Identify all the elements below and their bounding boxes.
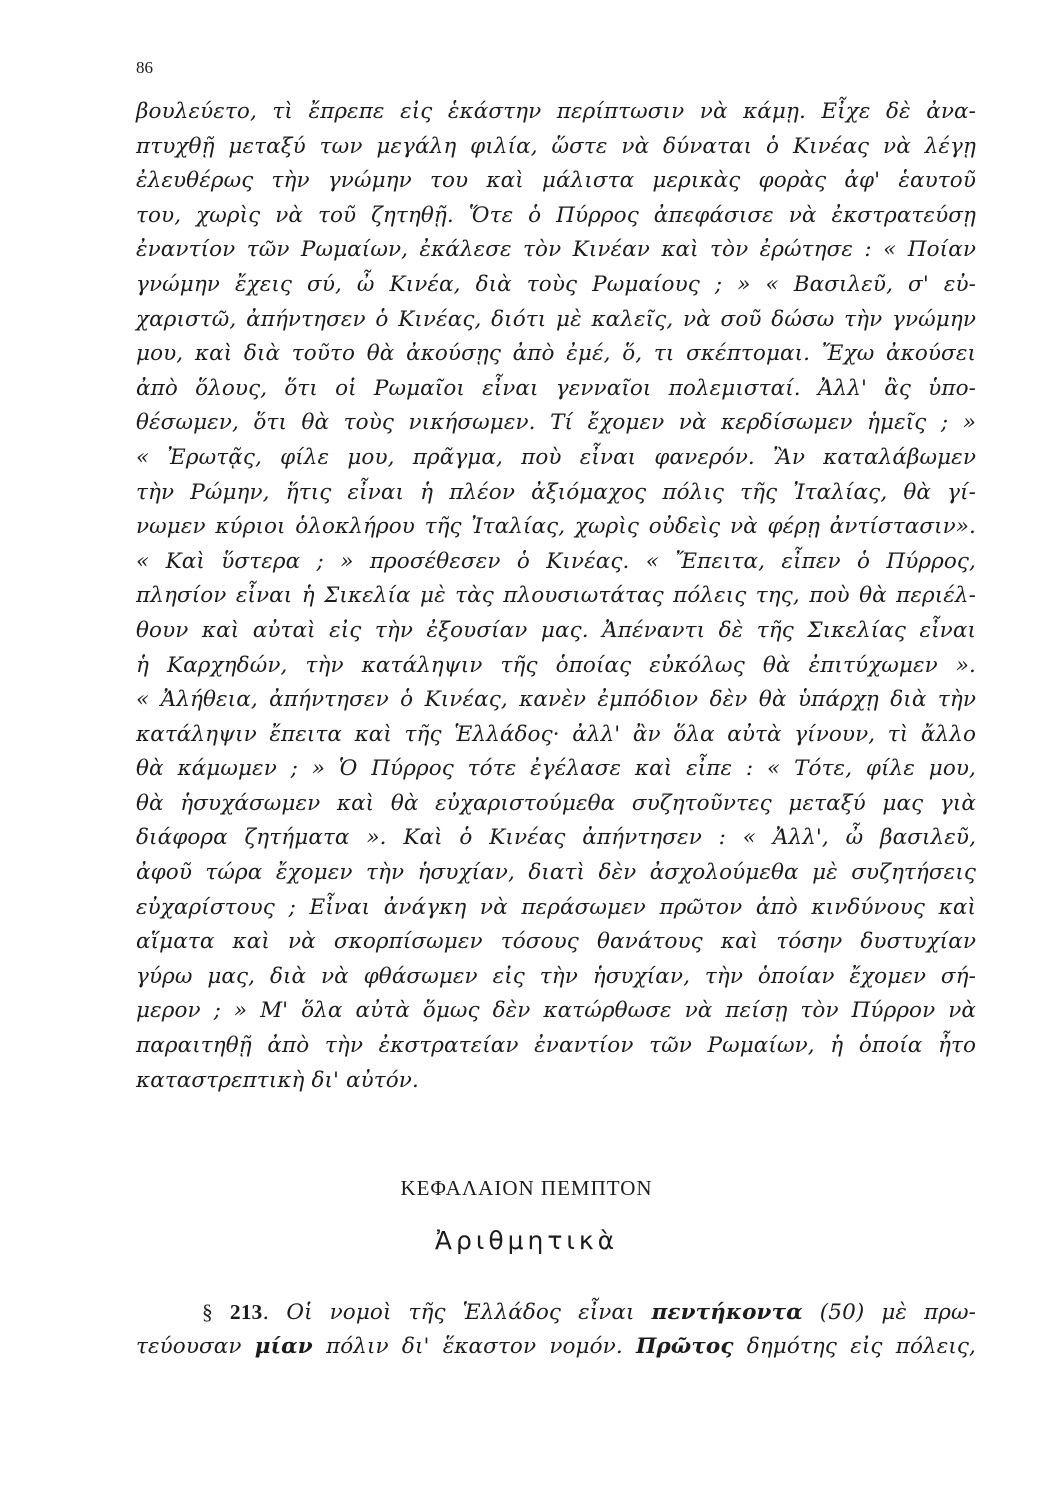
text-line: εὐχαρίστους ; Εἶναι ἀνάγκη νὰ περάσωμεν πρῶτον ἀπὸ κινδύνους καὶ <box>136 894 976 920</box>
section-number: 213 <box>229 1300 263 1324</box>
text-line: πλησίον εἶναι ἡ Σικελία μὲ τὰς πλουσιωτάτας πόλεις της, ποὺ θὰ περιέλ- <box>136 583 976 609</box>
text-line: παραιτηθῇ ἀπὸ τὴν ἐκστρατείαν ἐναντίον τῶν Ρωμαίων, ἡ ὁποία ἦτο <box>136 1033 976 1059</box>
text-line: διάφορα ζητήματα ». Καὶ ὁ Κινέας ἀπήντησεν : « Ἀλλ', ὦ βασιλεῦ, <box>136 825 976 851</box>
section-line <box>136 1295 976 1330</box>
section-symbol: § <box>202 1300 213 1324</box>
section-text: . Οἱ νομοὶ τῆς Ἑλλάδος εἶναι <box>262 1300 652 1325</box>
text-line: τὴν Ρώμην, ἥτις εἶναι ἡ πλέον ἀξιόμαχος πόλις τῆς Ἰταλίας, θὰ γί- <box>136 479 976 505</box>
emphasis-text: μίαν <box>254 1333 313 1359</box>
section-text: τεύουσαν <box>136 1333 255 1359</box>
section-text: πόλιν δι' ἕκαστον νομόν. <box>312 1333 636 1359</box>
text-line: ἡ Καρχηδών, τὴν κατάληψιν τῆς ὁποίας εὐκόλως θὰ ἐπιτύχωμεν ». <box>136 652 976 678</box>
body-text <box>136 95 976 1098</box>
text-line: του, χωρὶς νὰ τοῦ ζητηθῇ. Ὅτε ὁ Πύρρος ἀπεφάσισε νὰ ἐκστρατεύσῃ <box>136 202 976 228</box>
text-line: θὰ ἡσυχάσωμεν καὶ θὰ εὐχαριστούμεθα συζητοῦντες μεταξύ μας γιὰ <box>136 790 976 816</box>
text-line: χαριστῶ, ἀπήντησεν ὁ Κινέας, διότι μὲ καλεῖς, νὰ σοῦ δώσω τὴν γνώμην <box>136 306 976 332</box>
text-line: θέσωμεν, ὅτι θὰ τοὺς νικήσωμεν. Τί ἔχομεν νὰ κερδίσωμεν ἡμεῖς ; » <box>136 410 976 436</box>
text-line: ἀφοῦ τώρα ἔχομεν τὴν ἡσυχίαν, διατὶ δὲν ἀσχολούμεθα μὲ συζητήσεις <box>136 860 976 886</box>
text-line: αἵματα καὶ νὰ σκορπίσωμεν τόσους θανάτους καὶ τόσην δυστυχίαν <box>136 929 976 955</box>
text-line: γνώμην ἔχεις σύ, ὦ Κινέα, διὰ τοὺς Ρωμαίους ; » « Βασιλεῦ, σ' εὐ- <box>136 271 976 297</box>
text-line: νωμεν κύριοι ὁλοκλήρου τῆς Ἰταλίας, χωρὶς οὐδεὶς νὰ φέρῃ ἀντίστασιν». <box>136 514 976 540</box>
text-line: κατάληψιν ἔπειτα καὶ τῆς Ἑλλάδος· ἀλλ' ἂν ὅλα αὐτὰ γίνουν, τὶ ἄλλο <box>136 721 976 747</box>
section-text: δημότης εἰς πόλεις, <box>733 1333 976 1359</box>
text-line: γύρω μας, διὰ νὰ φθάσωμεν εἰς τὴν ἡσυχίαν, τὴν ὁποίαν ἔχομεν σή- <box>136 963 976 989</box>
chapter-subtitle: Ἀριθμητικὰ <box>434 1226 619 1255</box>
chapter-heading: ΚΕΦΑΛΑΙΟΝ ΠΕΜΠΤΟΝ <box>400 1176 653 1200</box>
text-line: θουν καὶ αὐταὶ εἰς τὴν ἐξουσίαν μας. Ἀπέναντι δὲ τῆς Σικελίας εἶναι <box>136 617 976 643</box>
text-line: μου, καὶ διὰ τοῦτο θὰ ἀκούσῃς ἀπὸ ἐμέ, ὅ, τι σκέπτομαι. Ἔχω ἀκούσει <box>136 341 976 367</box>
text-line: βουλεύετο, τὶ ἔπρεπε εἰς ἑκάστην περίπτωσιν νὰ κάμῃ. Εἶχε δὲ ἀνα- <box>136 99 976 124</box>
text-line: καταστρεπτικὴ δι' αὐτόν. <box>136 1067 419 1093</box>
text-line: ἐναντίον τῶν Ρωμαίων, ἐκάλεσε τὸν Κινέαν καὶ τὸν ἐρώτησε : « Ποίαν <box>136 237 976 263</box>
section-text: (50) μὲ πρω- <box>802 1300 977 1325</box>
section-213 <box>136 1295 976 1364</box>
text-line: μερον ; » Μ' ὅλα αὐτὰ ὅμως δὲν κατώρθωσε νὰ πείσῃ τὸν Πύρρον νὰ <box>136 998 976 1024</box>
text-line: πτυχθῇ μεταξύ των μεγάλη φιλία, ὥστε νὰ δύναται ὁ Κινέας νὰ λέγῃ <box>136 133 976 159</box>
text-line: θὰ κάμωμεν ; » Ὁ Πύρρος τότε ἐγέλασε καὶ εἶπε : « Τότε, φίλε μου, <box>136 756 976 782</box>
emphasis-text: πεντήκοντα <box>651 1300 803 1325</box>
emphasis-text: Πρῶτος <box>635 1333 734 1359</box>
text-line: ἐλευθέρως τὴν γνώμην του καὶ μάλιστα μερικὰς φορὰς ἀφ' ἑαυτοῦ <box>136 168 976 194</box>
text-line: « Ἐρωτᾷς, φίλε μου, πρᾶγμα, ποὺ εἶναι φανερόν. Ἂν καταλάβωμεν <box>136 444 976 470</box>
text-line: « Ἀλήθεια, ἀπήντησεν ὁ Κινέας, κανὲν ἐμπόδιον δὲν θὰ ὑπάρχῃ διὰ τὴν <box>136 687 976 713</box>
text-line: « Καὶ ὕστερα ; » προσέθεσεν ὁ Κινέας. « Ἔπειτα, εἶπεν ὁ Πύρρος, <box>136 548 976 574</box>
text-line: ἀπὸ ὅλους, ὅτι οἱ Ρωμαῖοι εἶναι γενναῖοι πολεμισταί. Ἀλλ' ἂς ὑπο- <box>136 375 976 401</box>
section-line <box>136 1330 976 1365</box>
page-number: 86 <box>136 58 153 77</box>
